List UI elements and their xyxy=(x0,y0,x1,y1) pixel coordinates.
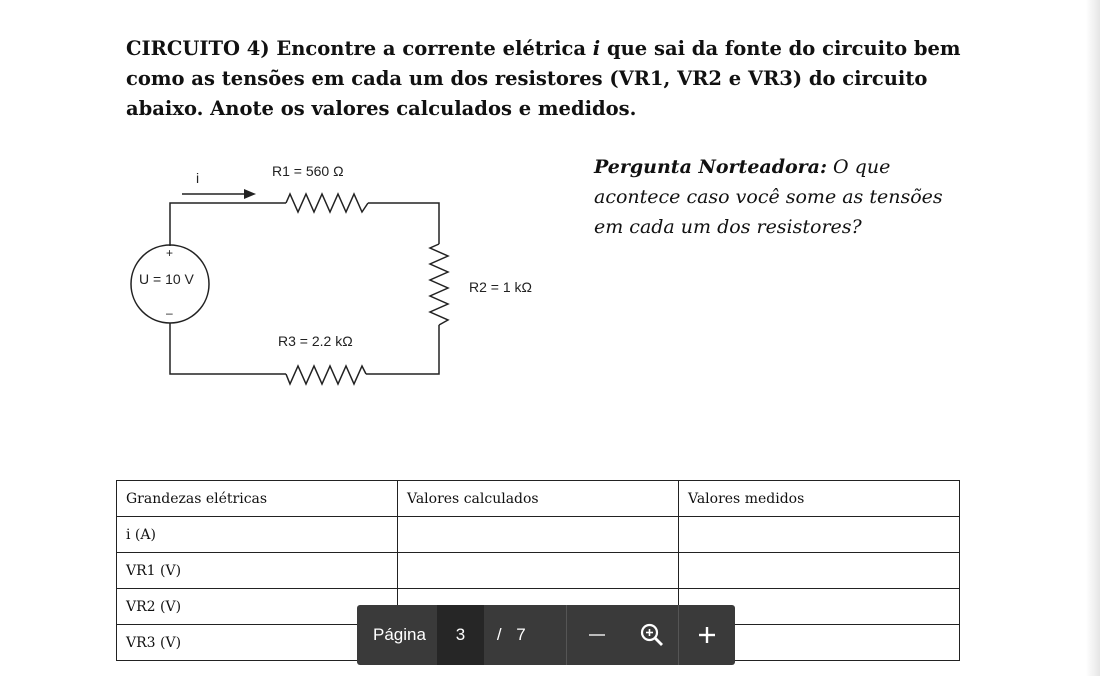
table-row xyxy=(117,517,960,553)
wire-bottom-right xyxy=(366,325,439,374)
total-pages: 7 xyxy=(516,625,526,644)
r1-label: R1 = 560 Ω xyxy=(272,163,344,179)
table-row xyxy=(117,553,960,589)
table-cell[interactable] xyxy=(398,553,679,589)
current-label: i xyxy=(196,170,200,186)
table-cell: VR3 (V) xyxy=(117,625,398,661)
resistor-r2 xyxy=(430,244,448,325)
table-header-cell: Valores calculados xyxy=(398,481,679,517)
zoom-button[interactable] xyxy=(627,605,679,665)
table-header-row xyxy=(117,481,960,517)
table-cell: VR1 (V) xyxy=(117,553,398,589)
heading-part2: que sai da fonte do circuito bem como as tensões em cada um dos resistores (VR1, VR2 e VR3) do circuito abaixo. Anote os valores calculados e medidos. xyxy=(126,37,961,120)
source-label: U = 10 V xyxy=(139,271,194,287)
table-cell[interactable] xyxy=(398,517,679,553)
guiding-question-text: O que acontece caso você some as tensões em cada um dos resistores? xyxy=(594,156,943,238)
wire-top-left xyxy=(170,203,286,246)
resistor-r1 xyxy=(286,194,368,212)
heading-part1: CIRCUITO 4) Encontre a corrente elétrica xyxy=(126,37,593,60)
minus-icon xyxy=(586,624,608,646)
table-cell: i (A) xyxy=(117,517,398,553)
table-cell[interactable] xyxy=(679,553,960,589)
table-header-cell: Valores medidos xyxy=(679,481,960,517)
r3-label: R3 = 2.2 kΩ xyxy=(278,333,353,349)
zoom-in-button[interactable] xyxy=(679,605,735,665)
resistor-r3 xyxy=(286,366,366,384)
heading-variable: i xyxy=(592,37,601,60)
table-cell: VR2 (V) xyxy=(117,589,398,625)
current-arrowhead xyxy=(244,189,256,199)
source-plus: + xyxy=(166,246,174,260)
zoom-icon xyxy=(639,622,665,648)
wire-bottom-left xyxy=(170,323,286,374)
current-page-input[interactable]: 3 xyxy=(437,605,485,665)
r2-label: R2 = 1 kΩ xyxy=(469,279,532,295)
wire-top-right xyxy=(368,203,439,244)
guiding-question-lead: Pergunta Norteadora: xyxy=(594,156,828,178)
page-navigation-toolbar xyxy=(357,605,735,665)
zoom-out-button[interactable] xyxy=(567,605,627,665)
source-minus: – xyxy=(166,306,173,320)
plus-icon xyxy=(696,624,718,646)
page-separator: / xyxy=(496,625,502,644)
table-cell[interactable] xyxy=(679,517,960,553)
page-label: Página xyxy=(373,625,426,644)
table-header-cell: Grandezas elétricas xyxy=(117,481,398,517)
